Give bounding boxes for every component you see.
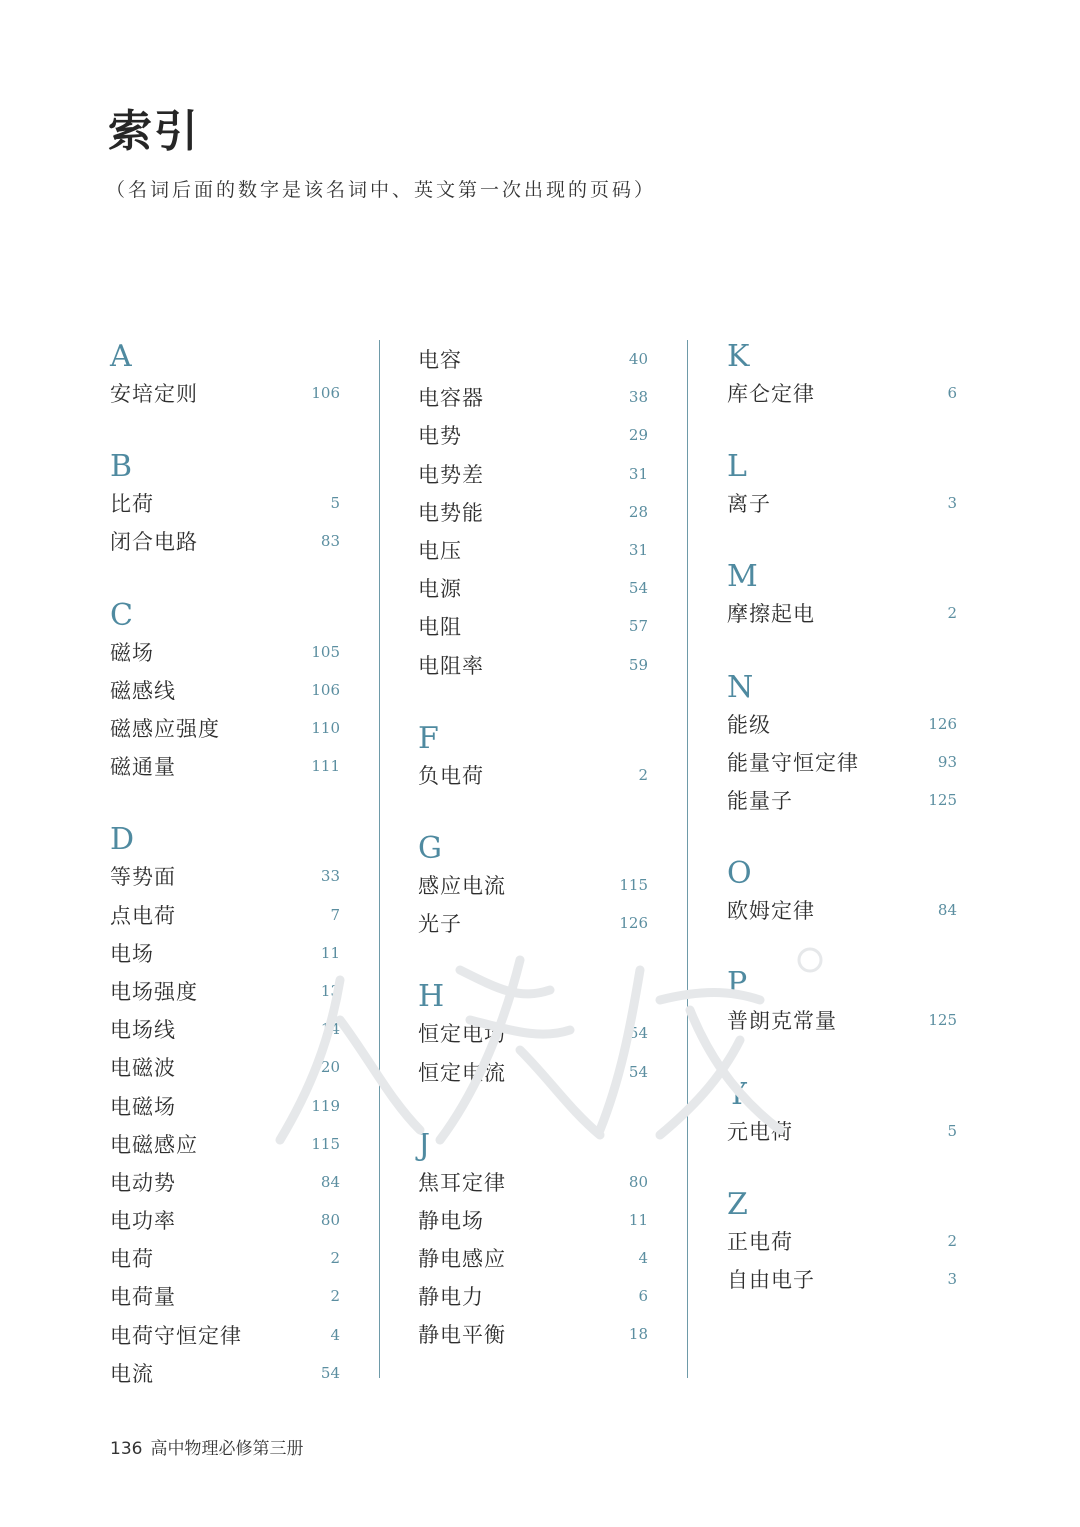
- index-term: 元电荷: [727, 1119, 793, 1144]
- index-page-number: 13: [320, 981, 340, 1000]
- index-page-number: 2: [638, 765, 648, 784]
- index-entry: [110, 1277, 340, 1315]
- index-term: 负电荷: [418, 763, 484, 788]
- index-term: 恒定电场: [418, 1022, 506, 1047]
- index-page-number: 59: [628, 655, 648, 674]
- index-entry: [727, 743, 957, 781]
- index-term: 电荷: [110, 1247, 154, 1272]
- index-entry: [418, 416, 648, 454]
- index-group: [110, 450, 340, 560]
- index-term: 比荷: [110, 492, 154, 517]
- index-term: 电容器: [418, 386, 484, 411]
- index-term: 电动势: [110, 1170, 176, 1195]
- page-number: 136: [110, 1439, 143, 1459]
- index-letter-heading: J: [418, 1127, 431, 1163]
- index-term: 能量守恒定律: [727, 750, 859, 775]
- index-term: 光子: [418, 912, 462, 937]
- book-title: 高中物理必修第三册: [150, 1439, 304, 1459]
- index-page-number: 3: [947, 494, 957, 513]
- index-entry: [727, 1260, 957, 1298]
- index-entry: [110, 671, 340, 709]
- index-letter-heading: H: [418, 979, 445, 1015]
- index-entry: [110, 1316, 340, 1354]
- index-term: 电势: [418, 424, 462, 449]
- index-page-number: 6: [947, 384, 957, 403]
- index-term: 电荷量: [110, 1285, 176, 1310]
- index-column-1: [110, 340, 340, 1430]
- index-letter-heading: M: [727, 559, 758, 595]
- index-entry: [418, 607, 648, 645]
- index-column-3: [727, 340, 957, 1336]
- index-page-number: 120: [311, 1058, 340, 1077]
- index-group: [727, 560, 957, 632]
- index-page-number: 5: [330, 494, 340, 513]
- index-term: 离子: [727, 492, 771, 517]
- index-page-number: 11: [320, 943, 340, 962]
- index-page-number: 54: [320, 1363, 340, 1382]
- index-letter-heading: F: [418, 720, 439, 756]
- index-entry: [727, 374, 957, 412]
- index-entry: [418, 1201, 648, 1239]
- index-entry: [727, 705, 957, 743]
- index-term: 静电力: [418, 1285, 484, 1310]
- index-term: 电功率: [110, 1209, 176, 1234]
- index-page-number: 28: [628, 502, 648, 521]
- index-entry: [418, 378, 648, 416]
- index-term: 摩擦起电: [727, 602, 815, 627]
- index-page-number: 33: [320, 867, 340, 886]
- index-term: 磁感应强度: [110, 717, 220, 742]
- index-entry: [727, 484, 957, 522]
- index-entry: [110, 1201, 340, 1239]
- index-entry: [110, 896, 340, 934]
- publisher-watermark: [270, 930, 830, 1160]
- index-letter-heading: G: [418, 830, 442, 866]
- index-term: 磁场: [110, 640, 154, 665]
- index-group: [418, 1129, 648, 1354]
- index-term: 电势差: [418, 462, 484, 487]
- index-page-number: 4: [638, 1249, 648, 1268]
- index-page-number: 93: [937, 752, 957, 771]
- index-entry: [418, 569, 648, 607]
- index-entry: [727, 781, 957, 819]
- index-entry: [727, 1222, 957, 1260]
- index-page-number: 31: [628, 541, 648, 560]
- index-term: 电场: [110, 941, 154, 966]
- index-page-number: 2: [330, 1249, 340, 1268]
- index-term: 电源: [418, 577, 462, 602]
- index-term: 电场强度: [110, 979, 198, 1004]
- index-page-number: 40: [628, 350, 648, 369]
- index-entry: [110, 1354, 340, 1392]
- index-entry: [110, 1239, 340, 1277]
- index-letter-heading: L: [727, 449, 747, 485]
- index-term: 电荷守恒定律: [110, 1323, 242, 1348]
- index-page-number: 54: [628, 579, 648, 598]
- index-page-number: 2: [947, 1231, 957, 1250]
- index-page-number: 38: [628, 388, 648, 407]
- index-entry: [110, 374, 340, 412]
- index-column-2: [418, 340, 648, 1392]
- index-term: 等势面: [110, 865, 176, 890]
- index-page-number: 106: [311, 680, 340, 699]
- index-term: 正电荷: [727, 1229, 793, 1254]
- index-term: 磁通量: [110, 755, 176, 780]
- index-term: 静电感应: [418, 1247, 506, 1272]
- index-letter-heading: B: [110, 449, 133, 485]
- index-term: 能级: [727, 712, 771, 737]
- index-page-number: 2: [330, 1287, 340, 1306]
- index-group: [727, 1188, 957, 1298]
- index-page-number: 126: [928, 714, 957, 733]
- index-term: 电压: [418, 539, 462, 564]
- column-divider: [379, 340, 380, 1378]
- index-entry: [418, 340, 648, 378]
- index-term: 电阻: [418, 615, 462, 640]
- index-page-number: 119: [311, 1096, 340, 1115]
- page-footer: [110, 1434, 303, 1459]
- index-entry: [418, 493, 648, 531]
- index-entry: [418, 1315, 648, 1353]
- index-term: 焦耳定律: [418, 1170, 506, 1195]
- index-term: 静电场: [418, 1208, 484, 1233]
- index-page-number: 2: [947, 604, 957, 623]
- index-page-number: 7: [330, 905, 340, 924]
- index-group: [418, 722, 648, 794]
- index-page-number: 3: [947, 1269, 957, 1288]
- index-letter-heading: Y: [727, 1076, 747, 1112]
- index-letter-heading: K: [727, 339, 750, 374]
- index-page-number: 29: [628, 426, 648, 445]
- index-term: 电场线: [110, 1018, 176, 1043]
- index-page-number: 6: [638, 1287, 648, 1306]
- index-letter-heading: Z: [727, 1186, 748, 1222]
- index-page-number: 14: [320, 1020, 340, 1039]
- index-group: [110, 599, 340, 786]
- index-group: [727, 857, 957, 929]
- index-term: 电流: [110, 1361, 154, 1386]
- index-entry: [110, 1163, 340, 1201]
- index-group: [110, 340, 340, 412]
- index-page-number: 11: [628, 1210, 648, 1229]
- index-term: 闭合电路: [110, 530, 198, 555]
- index-page-number: 4: [330, 1325, 340, 1344]
- index-entry: [110, 484, 340, 522]
- index-page-number: 115: [311, 1134, 340, 1153]
- index-entry: [418, 531, 648, 569]
- index-entry: [418, 866, 648, 904]
- index-letter-heading: C: [110, 597, 133, 633]
- index-entry: [110, 522, 340, 560]
- index-entry: [110, 857, 340, 895]
- column-divider: [687, 340, 688, 1378]
- index-group: [727, 450, 957, 522]
- index-letter-heading: D: [110, 822, 135, 858]
- index-group: [727, 340, 957, 412]
- index-term: 电磁感应: [110, 1132, 198, 1157]
- index-term: 电磁场: [110, 1094, 176, 1119]
- index-entry: [727, 594, 957, 632]
- index-term: 自由电子: [727, 1267, 815, 1292]
- index-page-number: 31: [628, 464, 648, 483]
- index-term: 磁感线: [110, 678, 176, 703]
- index-letter-heading: N: [727, 669, 754, 705]
- index-letter-heading: A: [110, 339, 132, 374]
- index-term: 库仑定律: [727, 382, 815, 407]
- index-page-number: 84: [320, 1172, 340, 1191]
- index-term: 普朗克常量: [727, 1009, 837, 1034]
- index-term: 电磁波: [110, 1056, 176, 1081]
- index-term: 感应电流: [418, 873, 506, 898]
- index-group: [727, 671, 957, 820]
- index-term: 点电荷: [110, 903, 176, 928]
- index-term: 电势能: [418, 500, 484, 525]
- index-entry: [418, 646, 648, 684]
- index-entry: [418, 1277, 648, 1315]
- index-entry: [418, 1239, 648, 1277]
- index-page-number: 110: [311, 719, 340, 738]
- index-group: [418, 832, 648, 942]
- index-page-number: 106: [311, 384, 340, 403]
- index-term: 恒定电流: [418, 1060, 506, 1085]
- index-entry: [110, 633, 340, 671]
- index-page-number: 18: [628, 1325, 648, 1344]
- index-page-number: 111: [311, 757, 340, 776]
- index-page-number: 125: [928, 1011, 957, 1030]
- index-page-number: 125: [928, 791, 957, 810]
- page-title: 索引: [108, 106, 200, 157]
- index-page-number: 105: [311, 642, 340, 661]
- index-page-number: 84: [937, 901, 957, 920]
- index-term: 欧姆定律: [727, 899, 815, 924]
- index-page-number: 115: [619, 875, 648, 894]
- index-entry: [110, 709, 340, 747]
- index-entry: [418, 1163, 648, 1201]
- index-page-number: 126: [619, 914, 648, 933]
- index-term: 电阻率: [418, 653, 484, 678]
- index-term: 能量子: [727, 789, 793, 814]
- index-letter-heading: O: [727, 856, 752, 892]
- page-subtitle: （名词后面的数字是该名词中、英文第一次出现的页码）: [106, 179, 657, 201]
- index-page-number: 54: [628, 1024, 648, 1043]
- index-entry: [110, 747, 340, 785]
- index-page-number: 80: [320, 1211, 340, 1230]
- index-page-number: 80: [628, 1172, 648, 1191]
- index-page-number: 83: [320, 532, 340, 551]
- index-page-number: 54: [628, 1062, 648, 1081]
- index-page-number: 5: [947, 1121, 957, 1140]
- index-entry: [418, 455, 648, 493]
- index-group: [418, 340, 648, 684]
- index-entry: [418, 756, 648, 794]
- index-page-number: 57: [628, 617, 648, 636]
- index-term: 电容: [418, 348, 462, 373]
- index-letter-heading: P: [727, 966, 748, 1002]
- index-term: 安培定则: [110, 382, 198, 407]
- index-term: 静电平衡: [418, 1323, 506, 1348]
- index-entry: [727, 891, 957, 929]
